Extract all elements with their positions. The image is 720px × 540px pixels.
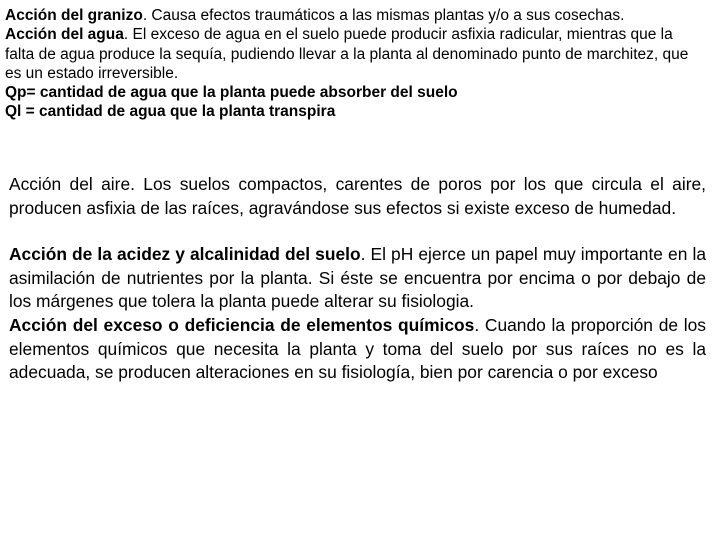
top-text-block bbox=[5, 6, 705, 122]
granizo-text: . Causa efectos traumáticos a las mismas plantas y/o a sus cosechas. bbox=[142, 7, 625, 24]
granizo-paragraph bbox=[5, 6, 705, 25]
acidez-text: . El pH ejerce un papel muy importante en la asimilación de nutrientes por la planta. Si éste se encuentra por encima o por debajo de los márgenes que tolera la planta puede alterar su fisiologia. bbox=[9, 244, 707, 312]
aire-paragraph bbox=[9, 173, 706, 220]
agua-heading: Acción del agua bbox=[5, 26, 124, 44]
qp-definition: Qp= cantidad de agua que la planta puede absorber del suelo bbox=[5, 84, 458, 102]
agua-text: . El exceso de agua en el suelo puede producir asfixia radicular, mientras que la falta de agua produce la sequía, pudiendo llevar a la planta al denominado punto de marchitez, que es un estado irreversible. bbox=[5, 26, 689, 82]
quimicos-heading: Acción del exceso o deficiencia de elementos químicos bbox=[9, 314, 475, 335]
bottom-text-block bbox=[9, 173, 706, 385]
granizo-heading: Acción del granizo bbox=[5, 7, 143, 24]
paragraph-gap bbox=[9, 220, 706, 243]
acidez-heading: Acción de la acidez y alcalinidad del suelo bbox=[9, 244, 361, 265]
quimicos-text: . Cuando la proporción de los elementos químicos que necesita la planta y toma del suelo por sus raíces no es la adecuada, se producen alteraciones en su fisiología, bien por carencia o por exceso bbox=[9, 314, 707, 383]
aire-text: . Los suelos compactos, carentes de poros por los que circula el aire, producen asfixia de las raíces, agravándose sus efectos si existe exceso de humedad. bbox=[9, 174, 706, 218]
agua-paragraph bbox=[5, 25, 705, 83]
aire-heading: Acción del aire bbox=[9, 174, 131, 194]
quimicos-paragraph bbox=[9, 314, 706, 385]
acidez-paragraph bbox=[9, 243, 706, 314]
ql-definition: Ql = cantidad de agua que la planta transpira bbox=[5, 103, 336, 121]
